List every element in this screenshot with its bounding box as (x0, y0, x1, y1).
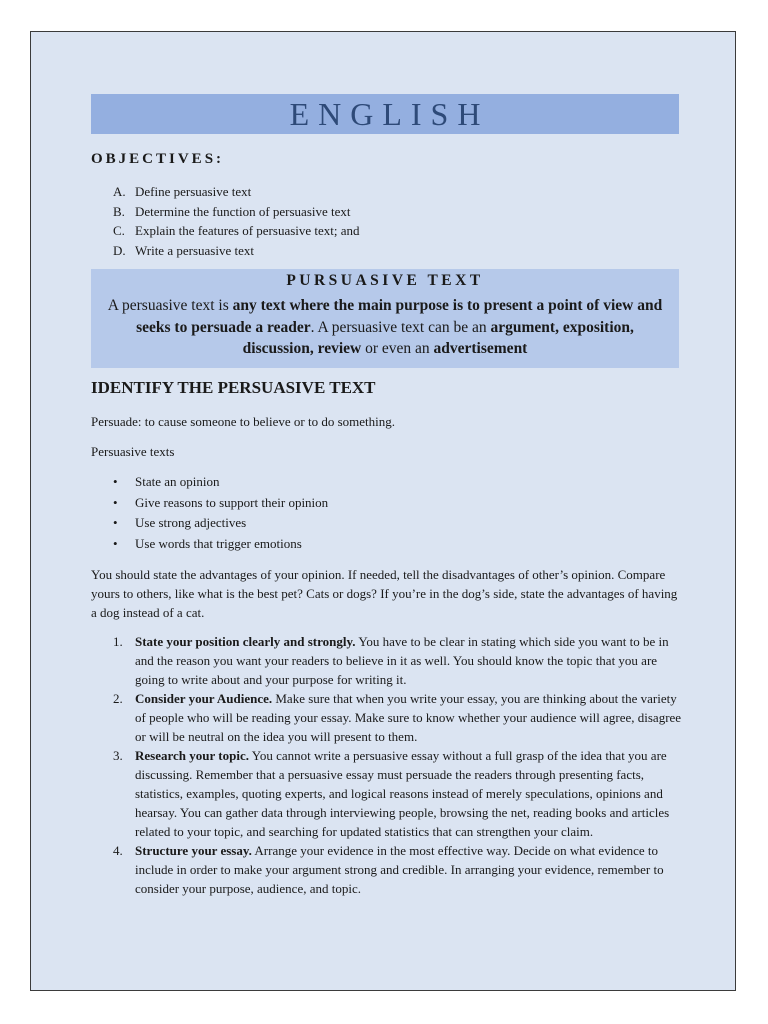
list-item (113, 513, 328, 534)
step-content (135, 746, 683, 841)
list-item-text: Give reasons to support their opinion (135, 494, 329, 510)
definition-emphasis: any text where the main purpose is to present a point of view and seeks to persuade a reader (136, 297, 663, 336)
list-marker: A. (113, 184, 126, 199)
persuasive-definition (99, 295, 671, 360)
list-item-text: Use strong adjectives (135, 515, 247, 530)
list-item (113, 493, 328, 514)
definition-text: A persuasive text is (107, 297, 233, 314)
list-item (113, 182, 360, 202)
bullet-icon: • (113, 535, 118, 551)
list-item-text: Use words that trigger emotions (135, 535, 302, 551)
step-text: You have to be clear in stating which side you want to be in and the reason you want your readers to believe in it as well. You should know the topic that you are going to write about and your purpose for writing it. (135, 634, 669, 687)
opinion-paragraph: You should state the advantages of your opinion. If needed, tell the disadvantages of other’s opinion. Compare yours to others, like what is the best pet? Cats or dogs? If you’re in the dog’s side, state the advantages of having a dog instead of a cat. (91, 567, 678, 620)
definition-emphasis: advertisement (433, 340, 528, 357)
step-title: Structure your essay. (135, 843, 252, 858)
list-item (113, 746, 683, 841)
list-number: 1. (113, 634, 123, 649)
persuasive-texts-label: Persuasive texts (91, 444, 175, 459)
bullet-icon: • (113, 515, 118, 530)
list-item-text: Define persuasive text (135, 184, 252, 199)
definition-emphasis: argument, exposition, discussion, review (242, 318, 634, 357)
persuade-definition: Persuade: to cause someone to believe or to do something. (91, 414, 395, 429)
objectives-heading: OBJECTIVES: (91, 151, 225, 167)
list-item-text: State an opinion (135, 474, 220, 489)
features-list (113, 472, 328, 554)
step-title: Research your topic. (135, 748, 249, 763)
definition-text: . A persuasive text can be an (310, 318, 491, 336)
step-text: Arrange your evidence in the most effective way. Decide on what evidence to include in order to make your argument strong and credible. In arranging your evidence, remember to consider your purpose, audience, and topic. (135, 843, 664, 896)
step-title: Consider your Audience. (135, 691, 273, 706)
list-item (113, 841, 683, 898)
list-item (113, 534, 328, 555)
list-item (113, 632, 683, 689)
document-page (30, 31, 736, 991)
list-number: 3. (113, 748, 123, 763)
step-title: State your position clearly and strongly. (135, 634, 356, 649)
page-title: ENGLISH (289, 95, 490, 132)
definition-text: or even an (361, 340, 434, 357)
identify-heading: IDENTIFY THE PERSUASIVE TEXT (91, 378, 376, 397)
steps-list (113, 632, 683, 898)
bullet-icon: • (113, 474, 118, 489)
list-marker: C. (113, 223, 125, 238)
list-marker: B. (113, 203, 125, 219)
persuasive-text-box (91, 269, 679, 368)
list-number: 2. (113, 691, 123, 706)
persuasive-heading: PURSUASIVE TEXT (286, 272, 484, 289)
list-item (113, 689, 683, 746)
list-item (113, 241, 360, 261)
list-item (113, 202, 360, 222)
title-banner (91, 94, 679, 134)
list-number: 4. (113, 843, 123, 858)
step-text: You cannot write a persuasive essay without a full grasp of the idea that you are discussing. Remember that a persuasive essay must persuade the readers through presenting facts, statistics, examples, quoting experts, and logical reasons instead of merely speculations, opinions and hearsay. You can gather data through interviewing people, browsing the net, reading books and articles related to your topic, and searching for updated statistics that can strengthen your claim. (135, 748, 670, 839)
list-item-text: Determine the function of persuasive text (135, 203, 351, 219)
list-item-text: Explain the features of persuasive text; and (135, 223, 360, 238)
list-item-text: Write a persuasive text (135, 242, 254, 258)
step-content (135, 632, 683, 689)
step-content (135, 841, 683, 898)
bullet-icon: • (113, 494, 118, 510)
objectives-list (113, 182, 360, 260)
list-item (113, 472, 328, 493)
step-text: Make sure that when you write your essay, you are thinking about the variety of people who will be reading your essay. Make sure to know whether your audience will agree, disagree or will be neutral on the idea you will present to them. (135, 691, 682, 744)
list-marker: D. (113, 242, 126, 258)
list-item (113, 221, 360, 241)
step-content (135, 689, 683, 746)
